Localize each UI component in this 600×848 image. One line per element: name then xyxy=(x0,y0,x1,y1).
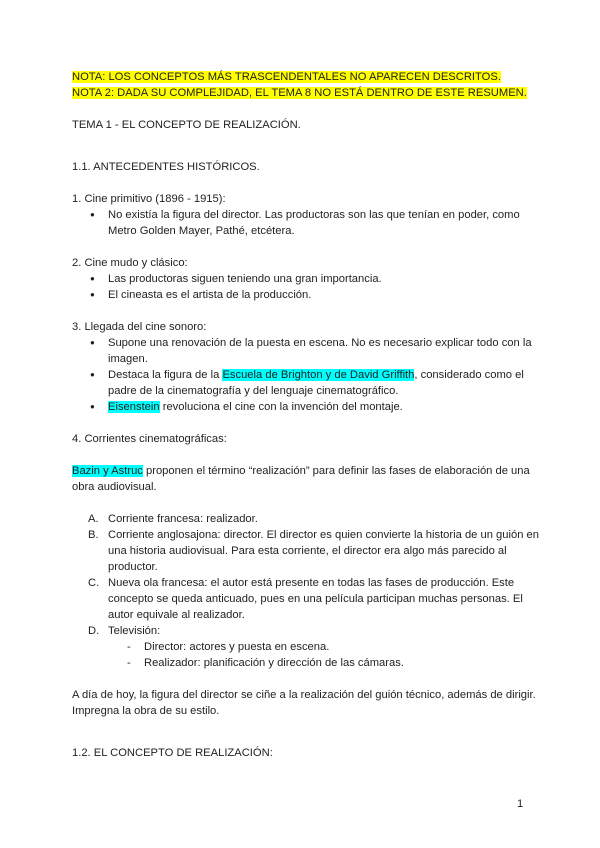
group-1-list xyxy=(72,207,542,239)
list-item xyxy=(88,575,542,623)
bullet-text: , considerado como el padre de la cinematografía y del lenguaje cinematográfico. xyxy=(108,369,524,397)
note-1 xyxy=(72,69,542,85)
group-4-heading: 4. Corrientes cinematográficas: xyxy=(72,433,227,445)
item-text: Televisión: xyxy=(108,625,161,637)
list-item: ● Las productoras siguen teniendo una gran importancia. xyxy=(108,271,542,287)
item-letter: B. xyxy=(88,529,99,541)
item-text: Corriente anglosajona: director. El director es quien convierte la historia de un guión en una historia audiovisual. Para esta corriente, el director era algo más parecido al productor. xyxy=(108,529,539,573)
list-item xyxy=(108,367,542,399)
sublist-item: - Realizador: planificación y dirección de las cámaras. xyxy=(144,655,542,671)
highlight-bazin-astruc: Bazin y Astruc xyxy=(72,465,143,477)
highlight-eisenstein: Eisenstein xyxy=(108,401,160,413)
item-text: Corriente francesa: realizador. xyxy=(108,513,258,525)
list-item xyxy=(88,623,542,671)
group-3-heading: 3. Llegada del cine sonoro: xyxy=(72,321,207,333)
group-4-intro xyxy=(72,463,542,495)
intro-text: proponen el término “realización” para definir las fases de elaboración de una obra audiovisual. xyxy=(72,465,530,493)
page-title: TEMA 1 - EL CONCEPTO DE REALIZACIÓN. xyxy=(72,119,301,131)
currents-list xyxy=(72,511,542,671)
television-sublist xyxy=(108,639,542,671)
list-item: ● El cineasta es el artista de la producción. xyxy=(108,287,542,303)
bullet-text: Destaca la figura de la xyxy=(108,369,223,381)
item-letter: C. xyxy=(88,577,100,589)
item-text: Nueva ola francesa: el autor está presente en todas las fases de producción. Este concepto se queda anticuado, pues en una película participan muchas personas. El autor equivale al realizador. xyxy=(108,577,523,621)
note-2-text: NOTA 2: DADA SU COMPLEJIDAD, EL TEMA 8 NO ESTÁ DENTRO DE ESTE RESUMEN. xyxy=(72,87,527,99)
group-2-heading: 2. Cine mudo y clásico: xyxy=(72,257,188,269)
list-item: ● Supone una renovación de la puesta en escena. No es necesario explicar todo con la imagen. xyxy=(108,335,542,367)
conclusion-paragraph: A día de hoy, la figura del director se ciñe a la realización del guión técnico, además de dirigir. Impregna la obra de su estilo. xyxy=(72,689,536,717)
group-1-heading: 1. Cine primitivo (1896 - 1915): xyxy=(72,193,226,205)
list-item xyxy=(88,527,542,575)
group-2-list xyxy=(72,271,542,303)
item-letter: D. xyxy=(88,625,100,637)
bullet-text: revoluciona el cine con la invención del montaje. xyxy=(159,401,403,413)
group-3-list xyxy=(72,335,542,415)
section-heading-1-2: 1.2. EL CONCEPTO DE REALIZACIÓN: xyxy=(72,747,273,759)
item-letter: A. xyxy=(88,513,99,525)
page-content xyxy=(72,69,542,761)
note-2 xyxy=(72,85,542,101)
note-1-text: NOTA: LOS CONCEPTOS MÁS TRASCENDENTALES NO APARECEN DESCRITOS. xyxy=(72,71,501,83)
section-heading-1-1: 1.1. ANTECEDENTES HISTÓRICOS. xyxy=(72,161,260,173)
list-item xyxy=(108,399,542,415)
highlight-brighton-griffith: Escuela de Brighton y de David Griffith xyxy=(222,369,415,381)
list-item: ● No existía la figura del director. Las productoras son las que tenían en poder, como Metro Golden Mayer, Pathé, etcétera. xyxy=(108,207,542,239)
sublist-item: - Director: actores y puesta en escena. xyxy=(144,639,542,655)
list-item xyxy=(88,511,542,527)
page-number: 1 xyxy=(517,798,524,810)
